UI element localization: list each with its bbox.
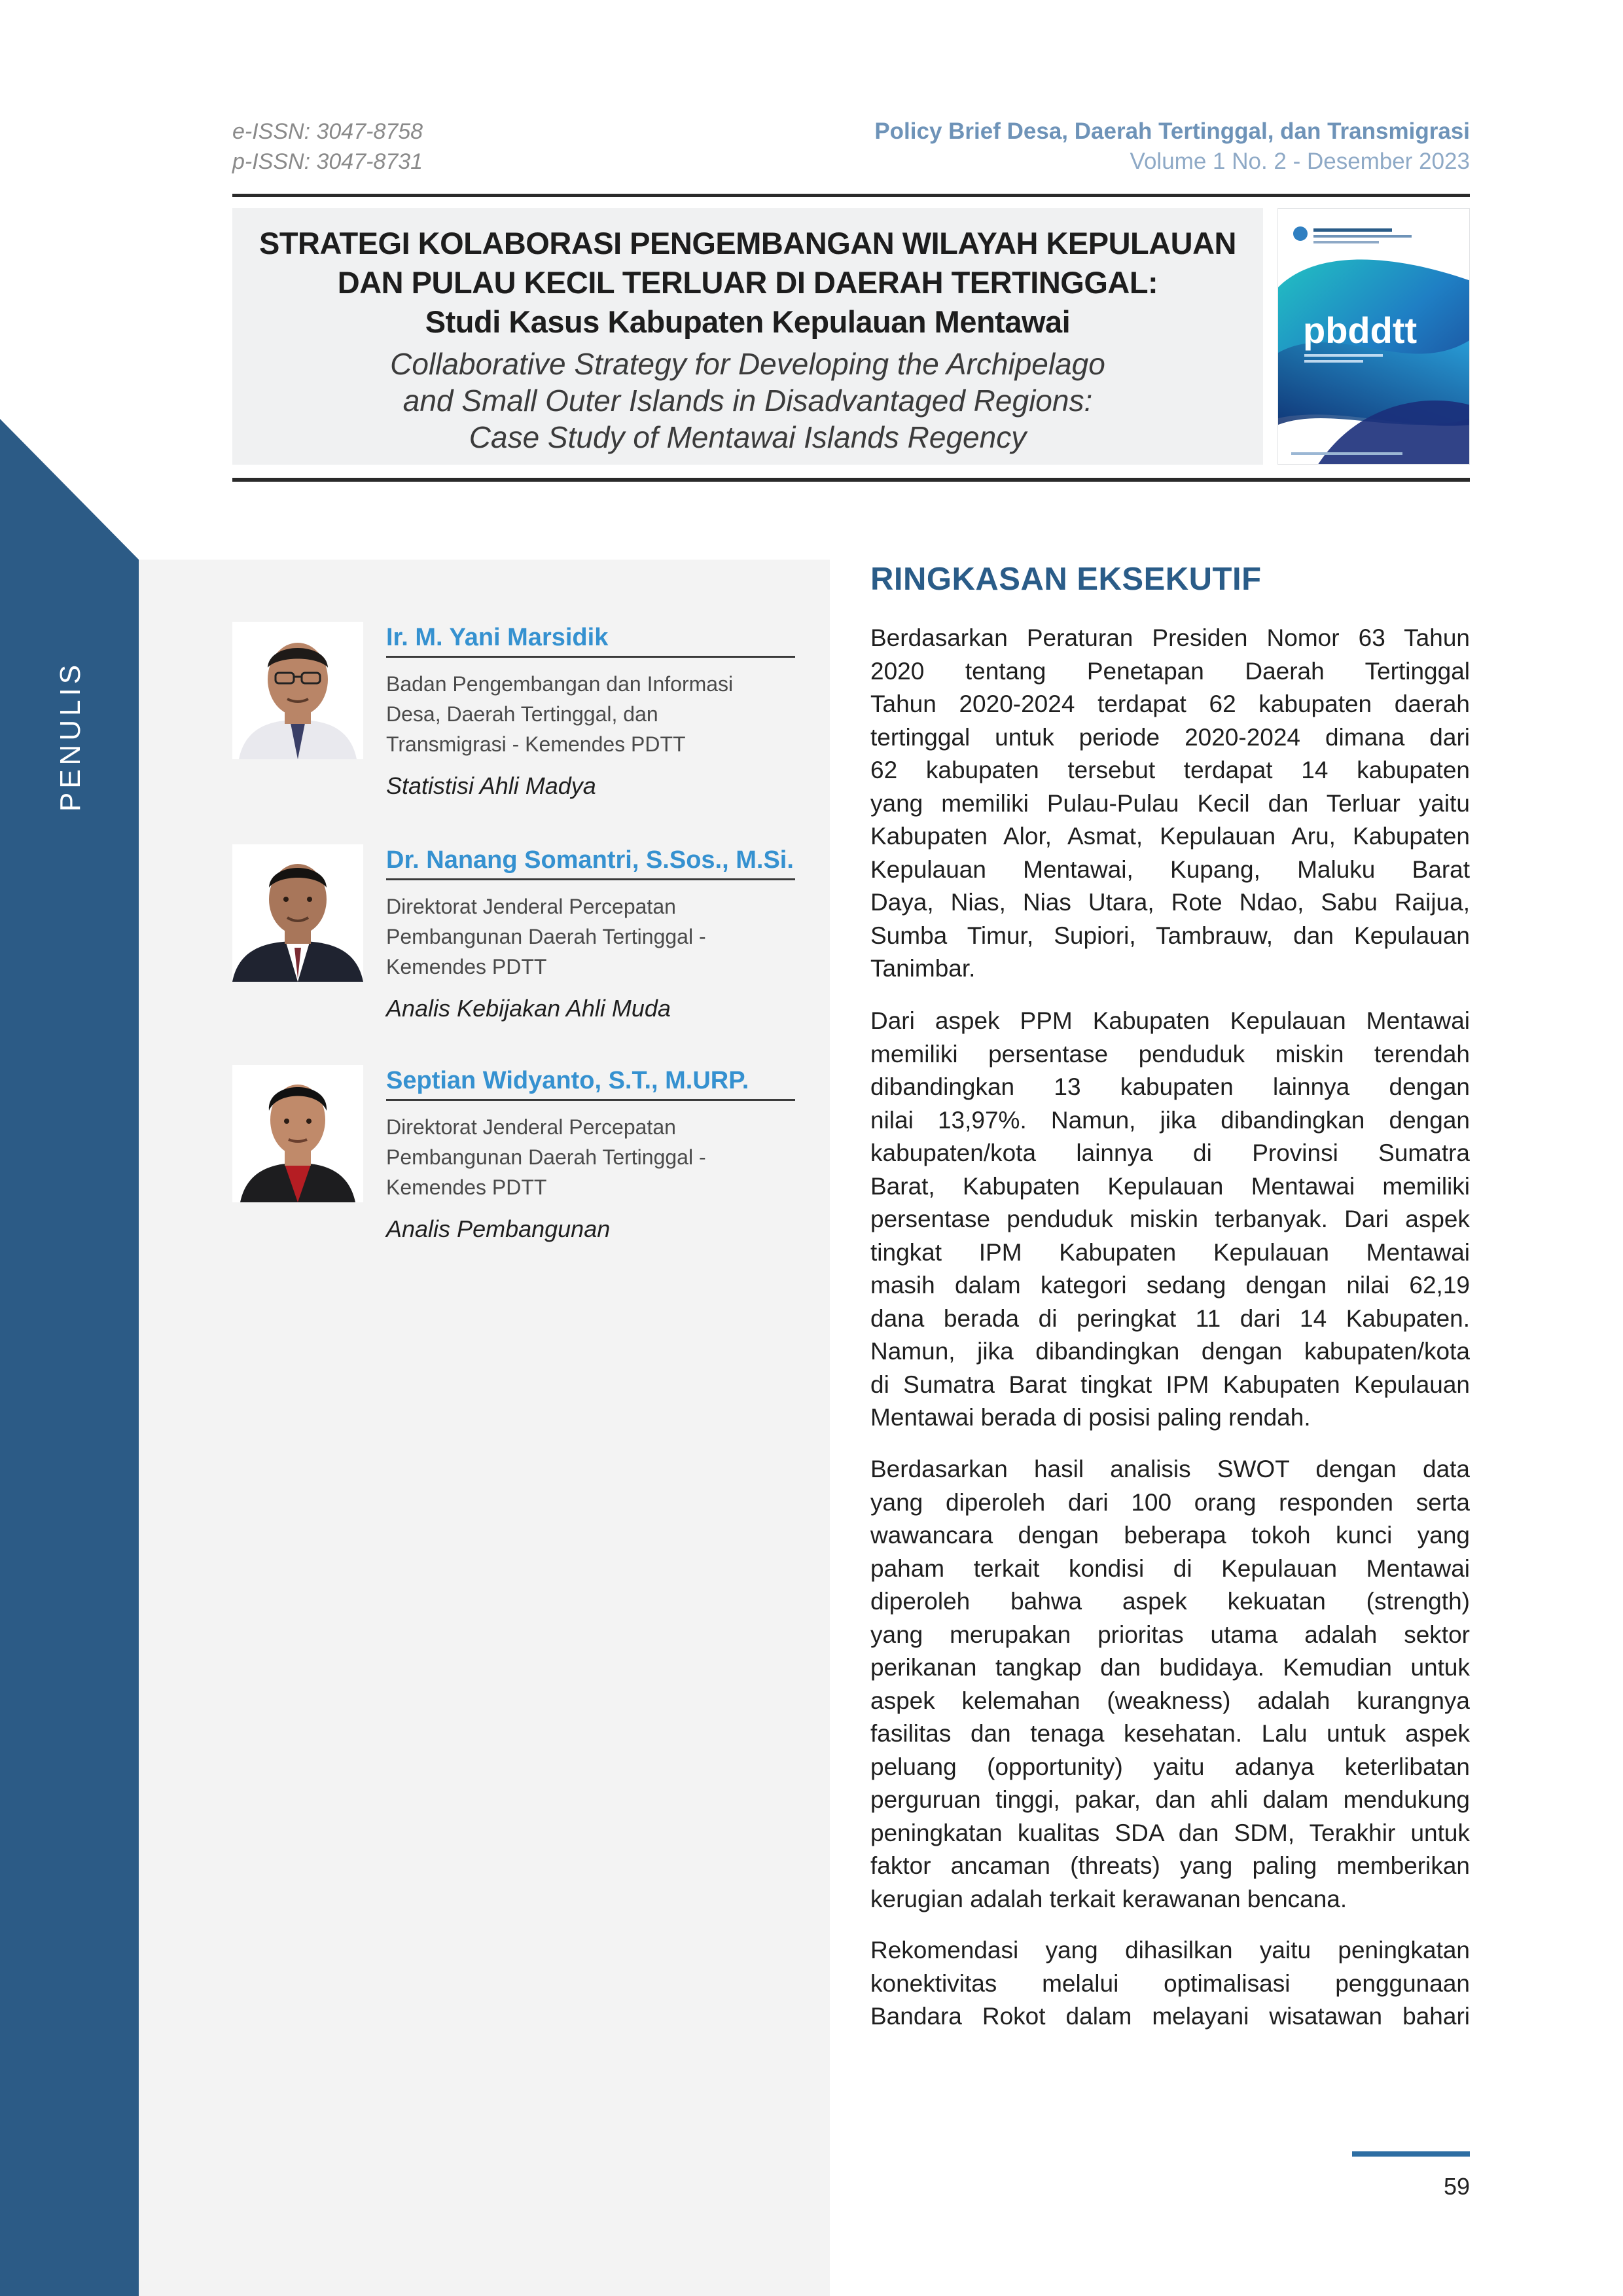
- title-en-line-1: Collaborative Strategy for Developing the Archipelago: [390, 347, 1105, 381]
- affiliation-line: Pembangunan Daerah Tertinggal -: [386, 925, 706, 948]
- text-line: Sumba Timur, Supiori, Tambrauw, dan Kepulauan: [870, 922, 1470, 949]
- text-line: 2020 tentang Penetapan Daerah Tertinggal: [870, 657, 1470, 685]
- p-issn: p-ISSN: 3047-8731: [232, 149, 423, 174]
- title-id-line-1: STRATEGI KOLABORASI PENGEMBANGAN WILAYAH KEPULAUAN: [259, 226, 1236, 260]
- affiliation-line: Badan Pengembangan dan Informasi: [386, 672, 734, 696]
- title-indonesian: [232, 224, 1263, 342]
- text-line: peningkatan kualitas SDA dan SDM, Terakhir untuk: [870, 1819, 1470, 1846]
- text-line: perikanan tangkap dan budidaya. Kemudian untuk: [870, 1654, 1470, 1681]
- text-line: yang memiliki Pulau-Pulau Kecil dan Terluar yaitu: [870, 789, 1470, 817]
- text-line: paham terkait kondisi di Kepulauan Mentawai: [870, 1554, 1470, 1582]
- author-name: Septian Widyanto, S.T., M.URP.: [386, 1065, 795, 1101]
- journal-name: Policy Brief Desa, Daerah Tertinggal, dan Transmigrasi: [874, 118, 1470, 144]
- author-name: Dr. Nanang Somantri, S.Sos., M.Si.: [386, 844, 795, 880]
- author-photo: [232, 1065, 363, 1202]
- text-line: Dari aspek PPM Kabupaten Kepulauan Mentawai: [870, 1007, 1470, 1034]
- summary-paragraph-2: [870, 1005, 1470, 1435]
- author-affiliation: [386, 891, 779, 982]
- affiliation-line: Transmigrasi - Kemendes PDTT: [386, 732, 686, 756]
- header-rule-top: [232, 194, 1470, 197]
- affiliation-line: Desa, Daerah Tertinggal, dan: [386, 702, 658, 726]
- text-line: memiliki persentase penduduk miskin terendah: [870, 1040, 1470, 1067]
- e-issn: e-ISSN: 3047-8758: [232, 119, 423, 144]
- text-line: Kabupaten Alor, Asmat, Kepulauan Aru, Kabupaten: [870, 823, 1470, 850]
- affiliation-line: Kemendes PDTT: [386, 955, 547, 978]
- text-line: Berdasarkan Peraturan Presiden Nomor 63 Tahun: [870, 624, 1470, 651]
- title-english: [232, 346, 1263, 456]
- text-line: dana berada di peringkat 11 dari 14 Kabupaten.: [870, 1304, 1470, 1332]
- author-role: Analis Pembangunan: [386, 1215, 611, 1242]
- affiliation-line: Direktorat Jenderal Percepatan: [386, 1115, 676, 1139]
- text-line: Berdasarkan hasil analisis SWOT dengan data: [870, 1456, 1470, 1482]
- text-line: Bandara Rokot dalam melayani wisatawan bahari: [870, 2003, 1470, 2030]
- issn-block: [232, 117, 423, 177]
- text-line: Namun, jika dibandingkan dengan kabupaten/kota: [870, 1338, 1470, 1365]
- section-heading: RINGKASAN EKSEKUTIF: [870, 562, 1262, 597]
- page-number: 59: [1443, 2173, 1470, 2200]
- text-line: Daya, Nias, Nias Utara, Rote Ndao, Sabu Raijua,: [870, 889, 1470, 916]
- text-line: dibandingkan 13 kabupaten lainnya dengan: [870, 1073, 1470, 1100]
- summary-paragraph-3: [870, 1453, 1470, 1916]
- text-line: yang diperoleh dari 100 orang responden serta: [870, 1488, 1470, 1516]
- author-photo: [232, 844, 363, 982]
- text-line: Tahun 2020-2024 terdapat 62 kabupaten daerah: [870, 691, 1470, 717]
- text-line: Rekomendasi yang dihasilkan yaitu peningkatan: [870, 1937, 1470, 1964]
- title-en-line-3: Case Study of Mentawai Islands Regency: [469, 420, 1027, 454]
- text-line: kabupaten/kota lainnya di Provinsi Sumatra: [870, 1139, 1470, 1166]
- cover-emblem-icon: [1293, 226, 1308, 241]
- text-line: aspek kelemahan (weakness) adalah kurangnya: [870, 1687, 1470, 1714]
- text-line: Kepulauan Mentawai, Kupang, Maluku Barat: [870, 855, 1470, 883]
- text-line: tingkat IPM Kabupaten Kepulauan Mentawai: [870, 1238, 1470, 1266]
- text-line: Mentawai berada di posisi paling rendah.: [870, 1404, 1311, 1431]
- author-affiliation: [386, 669, 779, 759]
- sidebar-label: PENULIS: [54, 660, 86, 812]
- text-line: peluang (opportunity) yaitu adanya keterlibatan: [870, 1753, 1470, 1780]
- journal-cover-thumbnail: [1277, 208, 1470, 465]
- affiliation-line: Direktorat Jenderal Percepatan: [386, 895, 676, 918]
- text-line: nilai 13,97%. Namun, jika dibandingkan dengan: [870, 1106, 1470, 1134]
- title-id-line-2: DAN PULAU KECIL TERLUAR DI DAERAH TERTINGGAL:: [337, 265, 1158, 300]
- text-line: yang merupakan prioritas utama adalah sektor: [870, 1621, 1470, 1648]
- text-line: masih dalam kategori sedang dengan nilai 62,19: [870, 1272, 1470, 1299]
- cover-logo-text: pbddtt: [1303, 310, 1418, 351]
- title-en-line-2: and Small Outer Islands in Disadvantaged Regions:: [402, 384, 1093, 418]
- text-line: diperoleh bahwa aspek kekuatan (strength): [870, 1588, 1470, 1615]
- affiliation-line: Kemendes PDTT: [386, 1175, 547, 1199]
- text-line: Tanimbar.: [870, 955, 976, 982]
- sidebar-band: [0, 0, 139, 2296]
- text-line: di Sumatra Barat tingkat IPM Kabupaten Kepulauan: [870, 1371, 1470, 1398]
- title-id-line-3: Studi Kasus Kabupaten Kepulauan Mentawai: [425, 304, 1071, 339]
- summary-paragraph-1: [870, 622, 1470, 986]
- author-role: Analis Kebijakan Ahli Muda: [386, 995, 671, 1022]
- header-rule-bottom: [232, 478, 1470, 482]
- journal-info: [874, 117, 1470, 177]
- text-line: kerugian adalah terkait kerawanan bencana.: [870, 1885, 1347, 1912]
- text-line: fasilitas dan tenaga kesehatan. Lalu untuk aspek: [870, 1720, 1470, 1747]
- text-line: persentase penduduk miskin terbanyak. Dari aspek: [870, 1206, 1470, 1232]
- text-line: faktor ancaman (threats) yang paling memberikan: [870, 1852, 1470, 1879]
- text-line: perguruan tinggi, pakar, dan ahli dalam mendukung: [870, 1786, 1470, 1813]
- author-role: Statistisi Ahli Madya: [386, 772, 596, 799]
- footer-accent-bar: [1352, 2151, 1470, 2157]
- authors-panel: [139, 560, 830, 2296]
- text-line: tertinggal untuk periode 2020-2024 dimana dari: [870, 723, 1470, 751]
- text-line: wawancara dengan beberapa tokoh kunci yang: [870, 1522, 1470, 1549]
- summary-paragraph-4: [870, 1934, 1470, 2034]
- text-line: 62 kabupaten tersebut terdapat 14 kabupaten: [870, 757, 1470, 783]
- text-line: konektivitas melalui optimalisasi penggunaan: [870, 1969, 1470, 1997]
- journal-volume: Volume 1 No. 2 - Desember 2023: [1130, 149, 1470, 174]
- author-name: Ir. M. Yani Marsidik: [386, 622, 795, 658]
- title-box: [232, 208, 1263, 465]
- text-line: Barat, Kabupaten Kepulauan Mentawai memiliki: [870, 1172, 1470, 1200]
- author-affiliation: [386, 1112, 779, 1202]
- affiliation-line: Pembangunan Daerah Tertinggal -: [386, 1145, 706, 1169]
- author-photo: [232, 622, 363, 759]
- cover-art: [1278, 209, 1470, 465]
